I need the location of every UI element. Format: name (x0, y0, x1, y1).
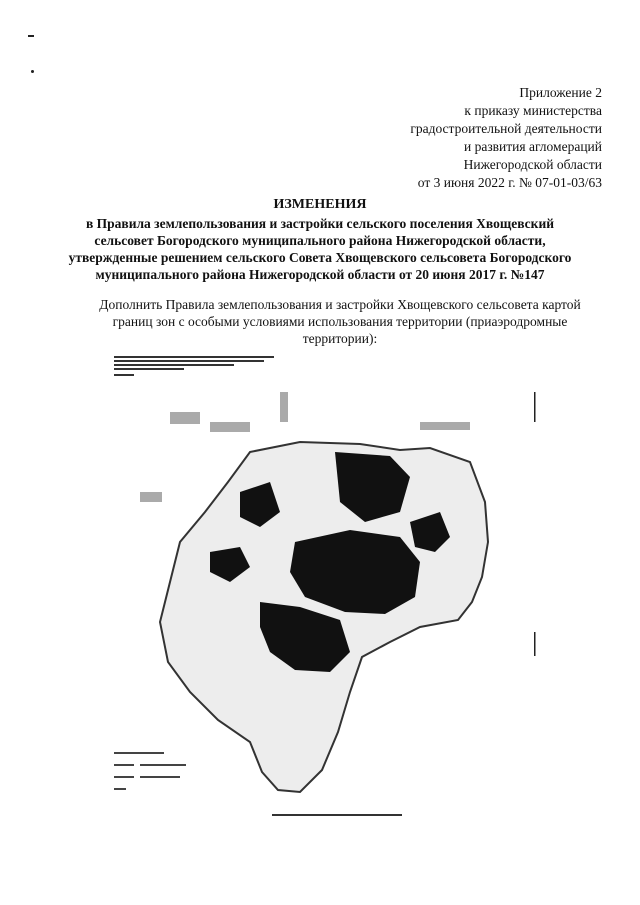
intro-line: территории): (302, 331, 378, 346)
map-legend (114, 752, 186, 790)
scan-mark-dot (31, 70, 34, 73)
appendix-line: к приказу министерства (464, 103, 602, 118)
appendix-line: Приложение 2 (519, 85, 602, 100)
appendix-line: градостроительной деятельности (410, 121, 602, 136)
intro-line: границ зон с особыми условиями использования территории (приаэродромные (112, 314, 568, 329)
map-header-lines (114, 356, 274, 376)
scan-mark-top (28, 35, 34, 37)
heading-line: в Правила землепользования и застройки сельского поселения Хвощевский (85, 216, 555, 231)
intro-paragraph (60, 296, 620, 347)
heading-line: муниципального района Нижегородской области от 20 июня 2017 г. №147 (95, 267, 545, 282)
map-side-marks (534, 392, 536, 656)
heading-line: утвержденные решением сельского Совета Хвощевского сельсовета Богородского (68, 250, 572, 265)
zone-map (100, 352, 560, 802)
appendix-line: Нижегородской области (463, 157, 602, 172)
bottom-rule (272, 814, 402, 816)
document-title: ИЗМЕНЕНИЯ (273, 197, 367, 212)
appendix-block (410, 84, 602, 192)
intro-line: Дополнить Правила землепользования и застройки Хвощевского сельсовета картой (99, 297, 581, 312)
document-heading (60, 196, 580, 283)
heading-line: сельсовет Богородского муниципального района Нижегородской области, (94, 233, 546, 248)
appendix-line: и развития агломераций (463, 139, 602, 154)
appendix-line: от 3 июня 2022 г. № 07-01-03/63 (417, 175, 602, 190)
zone-map-graphic (100, 352, 560, 802)
